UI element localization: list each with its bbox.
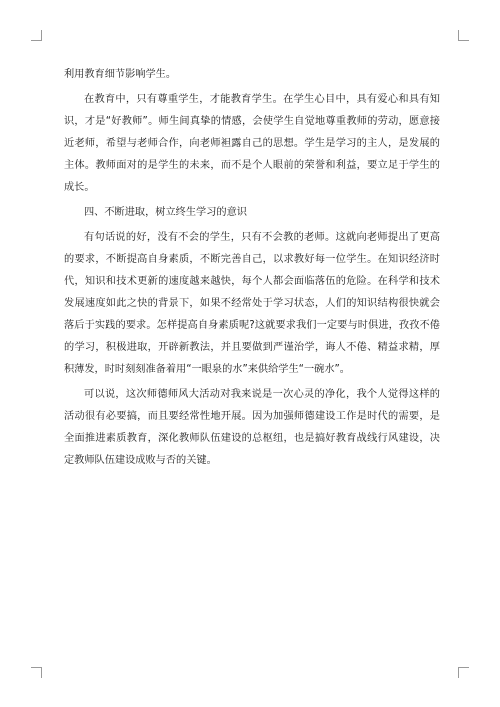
paragraph-continuation: 利用教育细节影响学生。	[64, 69, 177, 80]
paragraph-continuous-improvement: 有句话说的好，没有不会的学生，只有不会教的老师。这就向老师提出了更高的要求，不断提高自身素质，不断完善自己，以求教好每一位学生。在知识经济时代，知识和技术更新的速度越来越快，每个人都会面临落伍的危险。在科学和技术发展速度如此之快的背景下，如果不经常处于学习状态，人们的知识结构很快就会落后于实践的要求。怎样提高自身素质呢?这就要求我们一定要与时俱进，孜孜不倦的学习，积极进取，开辟新教法，并且要做到严谨治学，诲人不倦、精益求精，厚积薄发，时时刻刻准备着用“一眼泉的水”来供给学生“一碗水”。	[64, 232, 440, 375]
page-corner-mark-bottom-right	[458, 667, 469, 678]
section-heading-lifelong-learning: 四、不断进取，树立终生学习的意识	[84, 207, 247, 218]
paragraph-respect-students: 在教育中，只有尊重学生，才能教育学生。在学生心目中，具有爱心和具有知识，才是“好教师”。师生间真挚的情感，会使学生自觉地尊重教师的劳动，愿意接近老师，希望与老师合作，向老师袒露自己的思想。学生是学习的主人，是发展的主体。教师面对的是学生的未来，而不是个人眼前的荣誉和利益，要立足于学生的成长。	[64, 94, 440, 193]
paragraph-conclusion: 可以说，这次师德师风大活动对我来说是一次心灵的净化，我个人觉得这样的活动很有必要搞，而且要经常性地开展。因为加强师德建设工作是时代的需要，是全面推进素质教育，深化教师队伍建设的总枢纽，也是搞好教育战线行风建设，决定教师队伍建设成败与否的关键。	[64, 389, 440, 466]
page-corner-mark-top-right	[458, 30, 469, 41]
document-page-body	[64, 64, 440, 475]
page-corner-mark-bottom-left	[31, 667, 42, 678]
page-corner-mark-top-left	[31, 30, 42, 41]
